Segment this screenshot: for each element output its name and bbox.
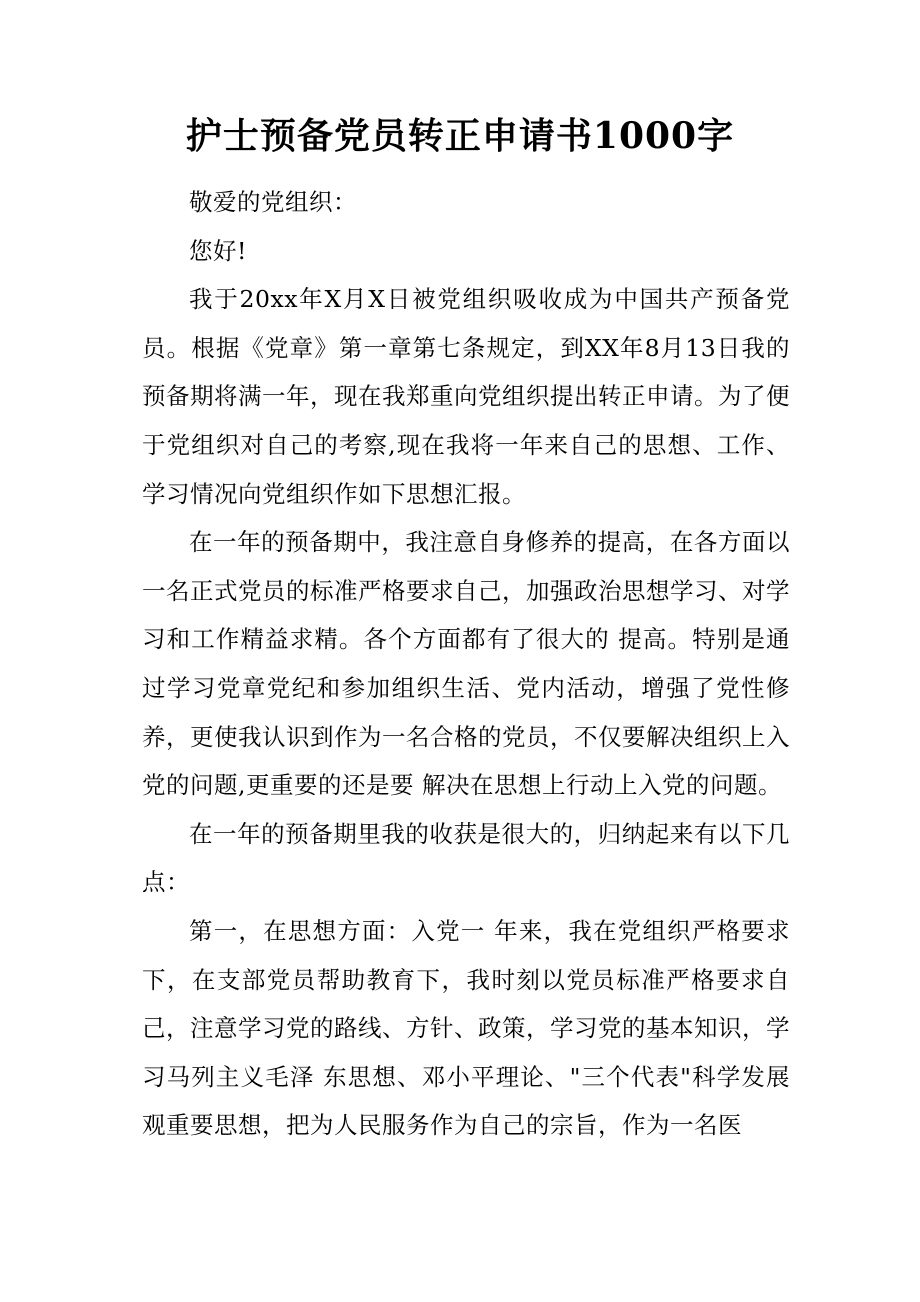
paragraph-2: 在一年的预备期中，我注意自身修养的提高，在各方面以一名正式党员的标准严格要求自己，加强政治思想学习、对学习和工作精益求精。各个方面都有了很大的 提高。特别是通过学习党章党纪和参加组织生活、党内活动，增强了党性修养，更使我认识到作为一名合格的党员，不仅要解决组织上入党的问题,更重要的还是要 解决在思想上行动上入党的问题。	[142, 528, 790, 800]
document-body	[142, 178, 790, 1150]
paragraph-1: 我于20xx年X月X日被党组织吸收成为中国共产预备党员。根据《党章》第一章第七条规定，到XX年8月13日我的预备期将满一年，现在我郑重向党组织提出转正申请。为了便于党组织对自己的考察,现在我将一年来自己的思想、工作、学习情况向党组织作如下思想汇报。	[142, 285, 790, 508]
paragraph-3: 在一年的预备期里我的收获是很大的，归纳起来有以下几点：	[142, 819, 790, 897]
greeting: 您好!	[189, 236, 247, 265]
document-title: 护士预备党员转正申请书1000字	[185, 115, 735, 157]
paragraph-4: 第一，在思想方面：入党一 年来，我在党组织严格要求下，在支部党员帮助教育下，我时刻以党员标准严格要求自己，注意学习党的路线、方针、政策，学习党的基本知识，学习马列主义毛泽 东思想、邓小平理论、"三个代表"科学发展观重要思想，把为人民服务作为自己的宗旨，作为一名医	[142, 916, 790, 1140]
salutation: 敬爱的党组织：	[189, 188, 357, 216]
